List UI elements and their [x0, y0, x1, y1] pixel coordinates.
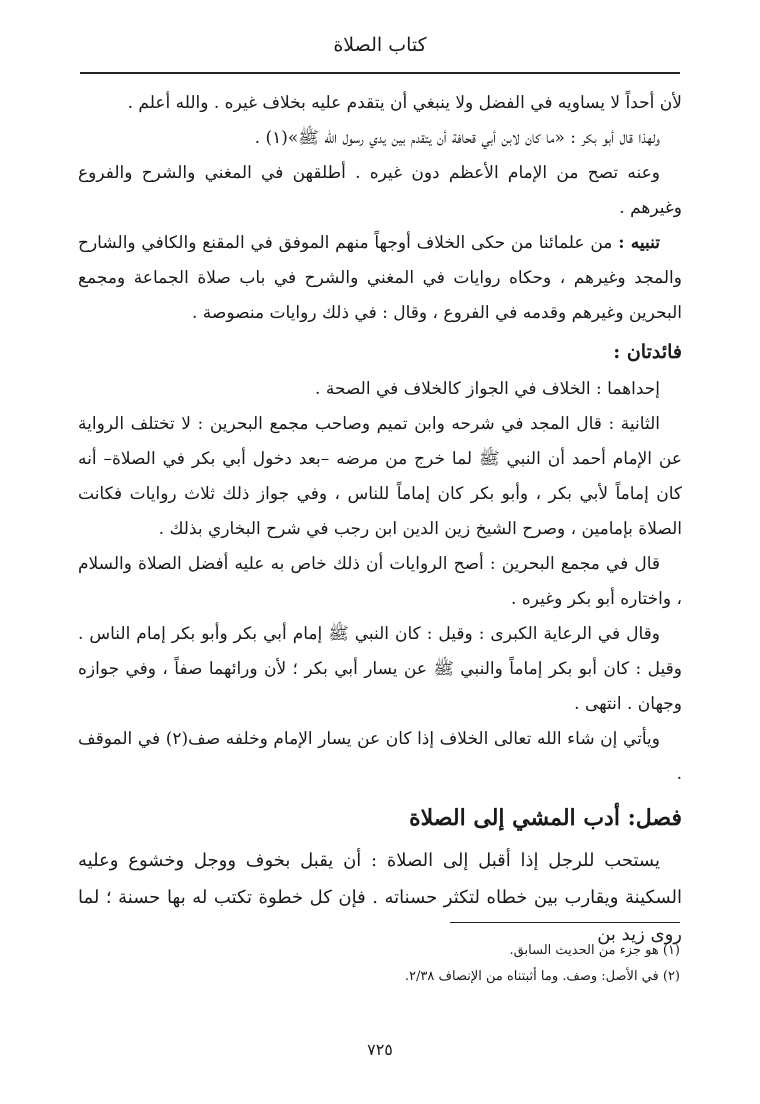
paragraph-10: يستحب للرجل إذا أقبل إلى الصلاة : أن يقبل بخوف ووجل وخشوع وعليه السكينة ويقارب بين خطاه لتكثر حسناته . فإن كل خطوة تكتب له بها حسنة ؛ لما روى زيد بن: [78, 850, 682, 945]
paragraph-1: لأن أحداً لا يساويه في الفضل ولا ينبغي أن يتقدم عليه بخلاف غيره . والله أعلم .: [127, 93, 682, 113]
main-text: [78, 86, 682, 953]
benefits-subheading: فائدتان :: [613, 341, 682, 363]
page-number: ٧٢٥: [367, 1040, 393, 1059]
footnote-1: (١) هو جزء من الحديث السابق.: [509, 943, 680, 958]
footnote-2: (٢) في الأصل: وصف. وما أثبتناه من الإنصاف ٢/٣٨.: [404, 969, 680, 984]
paragraph-3: وعنه تصح من الإمام الأعظم دون غيره . أطلقهن في المغني والشرح والفروع وغيرهم .: [78, 163, 682, 218]
paragraph-5: إحداهما : الخلاف في الجواز كالخلاف في الصحة .: [315, 379, 660, 399]
note-label: تنبيه :: [618, 233, 661, 253]
header-rule: [80, 72, 680, 74]
footnote-rule: [450, 922, 680, 923]
paragraph-6: الثانية : قال المجد في شرحه وابن تميم وصاحب مجمع البحرين : لا تختلف الرواية عن الإمام أحمد أن النبي ﷺ لما خرج من مرضه –بعد دخول أبي بكر في الصلاة– أنه كان إماماً لأبي بكر ، وأبو بكر كان إماماً للناس ، وفي جواز ذلك ثلاث روايات فكانت الصلاة بإمامين ، وصرح الشيخ زين الدين ابن رجب في شرح البخاري بذلك .: [78, 414, 682, 539]
paragraph-9: ويأتي إن شاء الله تعالى الخلاف إذا كان عن يسار الإمام وخلفه صف(٢) في الموقف .: [78, 729, 682, 784]
paragraph-7: قال في مجمع البحرين : أصح الروايات أن ذلك خاص به عليه أفضل الصلاة والسلام ، واختاره أبو بكر وغيره .: [78, 554, 682, 609]
section-heading: فصل: أدب المشي إلى الصلاة: [409, 805, 682, 831]
running-header-title: كتاب الصلاة: [333, 34, 427, 56]
paragraph-2: ولهذا قال أبو بكر : «ما كان لابن أبي قحافة أن يتقدم بين يدي رسول الله ﷺ»(١) .: [254, 128, 660, 148]
footnotes: [80, 938, 680, 990]
note-text: من علمائنا من حكى الخلاف أوجهاً منهم الموفق في المقنع والكافي والشارح والمجد وغيرهم ، وحكاه روايات في المغني والشرح في باب صلاة الجماعة ومجمع البحرين وغيرهم وقدمه في الفروع ، وقال : في ذلك روايات منصوصة .: [78, 233, 682, 323]
paragraph-note: [78, 226, 682, 331]
paragraph-8: وقال في الرعاية الكبرى : وقيل : كان النبي ﷺ إمام أبي بكر وأبو بكر إمام الناس . وقيل : كان أبو بكر إماماً والنبي ﷺ عن يسار أبي بكر ؛ لأن ورائهما صفاً ، وفي جوازه وجهان . انتهى .: [78, 624, 682, 714]
